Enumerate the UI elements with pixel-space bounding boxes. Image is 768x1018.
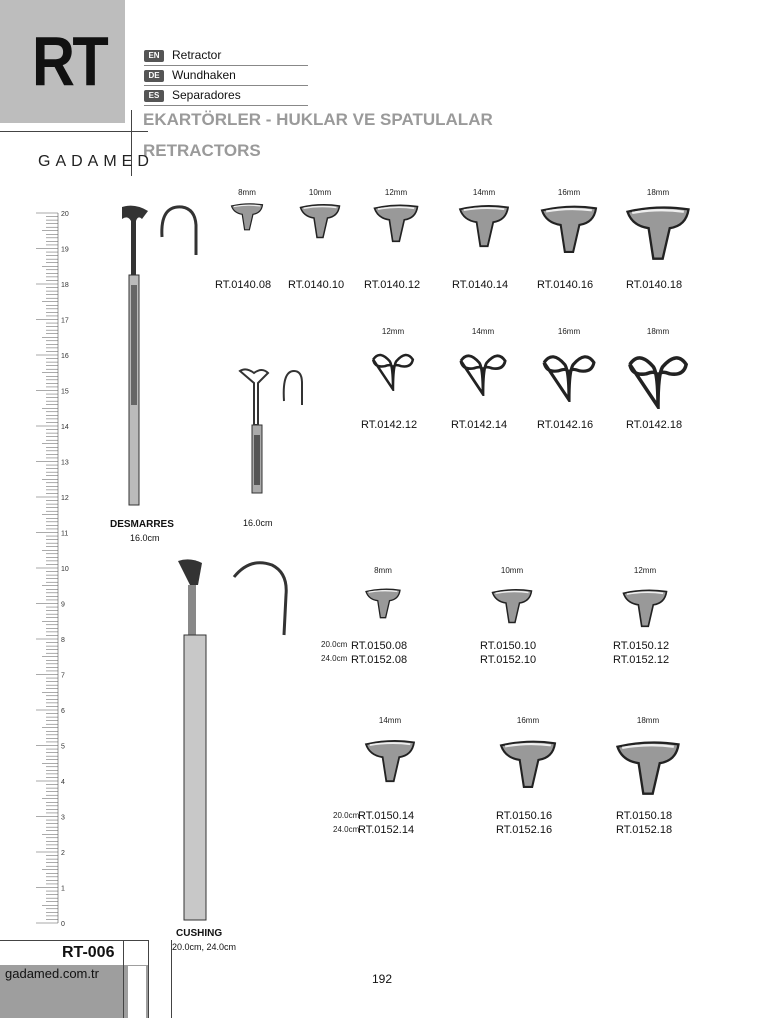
retractor-tip-image	[371, 200, 421, 248]
ruler-label: 14	[61, 424, 69, 431]
product-code: RT.0140.08	[215, 279, 272, 291]
ruler-label: 9	[61, 601, 65, 609]
tip-size-label: 14mm	[378, 716, 402, 725]
lang-row-en	[144, 47, 308, 66]
product-code: RT.0142.14	[451, 419, 508, 431]
category-code-box	[0, 0, 125, 123]
ruler-label: 17	[61, 317, 69, 325]
retractor-tip-image	[455, 348, 511, 401]
product-code: RT.0152.10	[480, 654, 537, 666]
footer-column	[148, 940, 172, 1018]
tip-size-label: 12mm	[633, 566, 657, 575]
ruler-label: 19	[61, 246, 69, 254]
lang-tag: EN	[144, 50, 164, 62]
product-code: RT.0140.10	[288, 279, 345, 291]
retractor-tip-image	[489, 585, 535, 629]
ruler-label: 3	[61, 814, 65, 822]
product-code: RT.0142.16	[537, 419, 594, 431]
product-code: RT.0150.10	[480, 640, 537, 652]
retractor-tip-image	[297, 200, 343, 244]
product-code: RT.0150.14	[358, 810, 415, 822]
ruler-label: 4	[61, 779, 65, 786]
page-title-tr: EKARTÖRLER - HUKLAR VE SPATULALAR	[143, 110, 493, 129]
desmarres-name: DESMARRES	[110, 519, 174, 530]
product-code: RT.0150.18	[616, 810, 673, 822]
retractor-tip-image	[622, 200, 694, 266]
tip-size-label: 8mm	[238, 188, 256, 197]
retractor-tip-image	[229, 200, 265, 236]
retractor-tip-image	[456, 200, 512, 253]
retractor-tip-image	[363, 585, 403, 624]
lang-label: Separadores	[172, 88, 241, 102]
ruler-label: 12	[61, 495, 69, 502]
category-code: RT	[32, 22, 107, 100]
lang-row-es	[144, 87, 308, 106]
lang-tag: DE	[144, 70, 164, 82]
lang-label: Retractor	[172, 48, 222, 62]
ruler-label: 10	[61, 566, 69, 573]
ruler-label: 16	[61, 353, 69, 360]
tip-size-label: 18mm	[646, 327, 670, 336]
tip-size-label: 10mm	[500, 566, 524, 575]
retractor-tip-image	[612, 735, 684, 801]
product-code: RT.0150.08	[351, 640, 408, 652]
tip-size-label: 18mm	[636, 716, 660, 725]
ruler-label: 11	[61, 530, 69, 538]
length-label: 20.0cm	[333, 811, 360, 820]
tip-size-label: 16mm	[557, 327, 581, 336]
product-code: RT.0140.12	[364, 279, 421, 291]
brand-logo: GADAMED	[38, 153, 154, 170]
retractor-tip-image	[537, 348, 601, 407]
tip-size-label: 8mm	[374, 566, 392, 575]
page-number: 192	[372, 972, 393, 986]
product-code: RT.0150.16	[496, 810, 553, 822]
desmarres-retractor-long-image	[100, 185, 220, 515]
ruler-label: 6	[61, 708, 65, 715]
cushing-name: CUSHING	[176, 928, 223, 939]
ruler-label: 2	[61, 850, 65, 857]
lang-label: Wundhaken	[172, 68, 236, 82]
footer-column-line	[123, 940, 124, 1018]
desmarres-short-length: 16.0cm	[243, 518, 273, 528]
retractor-tip-image	[622, 348, 694, 414]
tip-size-label: 12mm	[381, 327, 405, 336]
tip-size-label: 12mm	[384, 188, 408, 197]
ruler-label: 13	[61, 459, 69, 467]
ruler-label: 0	[61, 921, 65, 928]
desmarres-retractor-short-image	[232, 365, 312, 500]
product-code: RT.0150.12	[613, 640, 670, 652]
product-code: RT.0142.12	[361, 419, 418, 431]
retractor-tip-image	[537, 200, 601, 259]
product-code: RT.0152.14	[358, 824, 415, 836]
ruler-label: 18	[61, 282, 69, 289]
retractor-tip-image	[362, 735, 418, 788]
desmarres-length: 16.0cm	[130, 533, 160, 543]
product-code: RT.0140.14	[452, 279, 509, 291]
ruler-label: 8	[61, 637, 65, 644]
retractor-tip-image	[368, 348, 418, 396]
product-code: RT.0152.08	[351, 654, 408, 666]
cushing-retractor-image	[160, 555, 300, 925]
product-code: RT.0152.12	[613, 654, 670, 666]
ruler-label: 20	[61, 211, 69, 218]
product-code: RT.0142.18	[626, 419, 683, 431]
page-code: RT-006	[62, 944, 115, 961]
page-title-en: RETRACTORS	[143, 141, 261, 160]
retractor-tip-image	[620, 585, 670, 633]
length-label: 24.0cm	[321, 654, 348, 663]
footer-divider	[0, 940, 170, 941]
tip-size-label: 10mm	[308, 188, 332, 197]
measuring-ruler	[28, 205, 88, 933]
tip-size-label: 16mm	[516, 716, 540, 725]
lang-row-de	[144, 67, 308, 86]
ruler-label: 15	[61, 388, 69, 396]
tip-size-label: 16mm	[557, 188, 581, 197]
product-code: RT.0140.18	[626, 279, 683, 291]
tip-size-label: 18mm	[646, 188, 670, 197]
ruler-label: 7	[61, 672, 65, 680]
header-divider	[0, 131, 148, 132]
ruler-label: 5	[61, 743, 65, 751]
ruler-label: 1	[61, 885, 65, 893]
product-code: RT.0152.16	[496, 824, 553, 836]
website-link[interactable]: gadamed.com.tr	[5, 966, 99, 981]
footer-column	[128, 966, 146, 1018]
length-label: 24.0cm	[333, 825, 360, 834]
retractor-tip-image	[496, 735, 560, 794]
product-code: RT.0140.16	[537, 279, 594, 291]
cushing-length: 20.0cm, 24.0cm	[172, 942, 237, 952]
length-label: 20.0cm	[321, 640, 348, 649]
tip-size-label: 14mm	[472, 188, 496, 197]
tip-size-label: 14mm	[471, 327, 495, 336]
lang-tag: ES	[144, 90, 164, 102]
product-code: RT.0152.18	[616, 824, 673, 836]
